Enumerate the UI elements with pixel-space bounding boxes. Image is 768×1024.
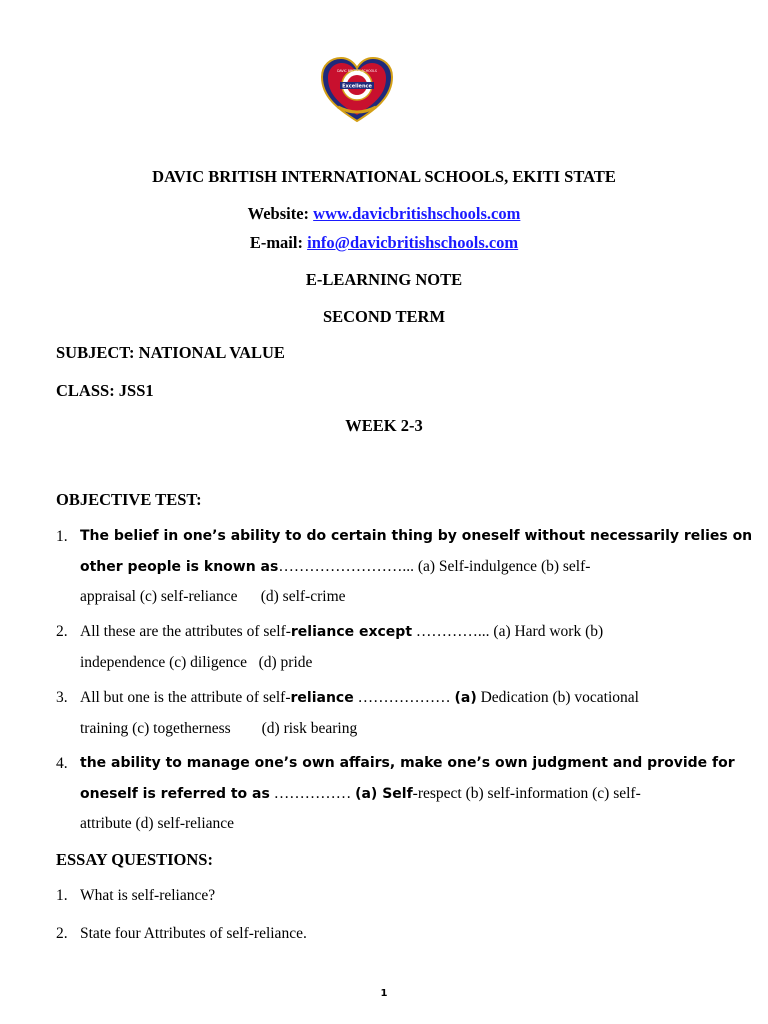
question-text-line: [80, 683, 712, 714]
option-a: …………... (a) Hard work: [412, 623, 582, 640]
school-name: DAVIC BRITISH INTERNATIONAL SCHOOLS, EKITI STATE: [152, 167, 616, 186]
objective-question-3: [56, 683, 712, 743]
option-a: Dedication (b) vocational: [476, 689, 639, 706]
term-title: SECOND TERM: [322, 307, 446, 326]
question-text-bold: reliance: [290, 690, 354, 706]
question-text-line: State four Attributes of self-reliance.: [80, 925, 307, 942]
question-options-line: independence (c) diligence (d) pride: [80, 653, 313, 671]
question-number: 4.: [56, 755, 68, 772]
email-link[interactable]: info@davicbritishschools.com: [307, 233, 519, 252]
option-b-label: (b): [540, 557, 560, 575]
logo-ring-text: DAVIC BRITISH SCHOOLS: [337, 69, 377, 73]
dots: ……………: [273, 784, 352, 802]
essay-heading: ESSAY QUESTIONS:: [56, 850, 213, 869]
subject-line: SUBJECT: NATIONAL VALUE: [56, 343, 285, 362]
question-text-line: [80, 779, 712, 810]
question-text-line: The belief in one’s ability to do certain thing by oneself without necessarily relies on: [80, 528, 753, 544]
option-a-label: (a): [454, 690, 477, 706]
objective-question-4: [56, 749, 735, 839]
email-label: E-mail:: [249, 233, 303, 252]
question-text-bold: other people is known as: [80, 558, 279, 575]
class-line: CLASS: JSS1: [56, 381, 154, 400]
objective-question-1: [56, 522, 753, 612]
essay-question-2: [56, 919, 712, 949]
essay-question-1: [56, 881, 712, 911]
question-number: 1.: [56, 887, 68, 904]
question-text-bold: reliance except: [290, 624, 413, 640]
question-number: 2.: [56, 925, 68, 942]
question-options-line: training (c) togetherness (d) risk bearing: [80, 719, 358, 737]
question-number: 2.: [56, 623, 68, 640]
website-label: Website:: [247, 204, 310, 223]
option-b-label: (b): [585, 623, 604, 640]
question-options-line: attribute (d) self-reliance: [80, 815, 235, 832]
question-text: All but one is the attribute of self-: [80, 689, 291, 706]
question-text: All these are the attributes of self-: [80, 623, 291, 640]
page-number: 1: [380, 988, 388, 999]
logo-motto: Excellence: [342, 83, 372, 90]
dots: ………………: [353, 689, 455, 706]
objective-heading: OBJECTIVE TEST:: [56, 490, 202, 509]
question-number: 1.: [56, 528, 68, 545]
option-a: ……………………... (a) Self-indulgence: [278, 557, 538, 575]
question-text-line: [80, 617, 712, 648]
question-text-bold: oneself is referred to as: [80, 785, 270, 802]
question-text-line: [80, 552, 712, 583]
objective-question-2: [56, 617, 712, 677]
website-line: [0, 204, 768, 224]
option-a-bold: (a) Self: [355, 785, 413, 802]
question-text-line: What is self-reliance?: [80, 887, 216, 904]
website-link[interactable]: www.davicbritishschools.com: [313, 204, 521, 223]
school-logo: [318, 55, 396, 123]
question-number: 3.: [56, 689, 68, 706]
email-line: [0, 233, 768, 253]
question-options-line: appraisal (c) self-reliance (d) self-crime: [80, 588, 346, 605]
option-b-start: self-: [562, 557, 591, 575]
options-text: -respect (b) self-information (c) self-: [412, 784, 641, 802]
week-line: WEEK 2-3: [345, 416, 423, 435]
question-text-line: the ability to manage one’s own affairs, make one’s own judgment and provide for: [80, 755, 735, 771]
note-title: E-LEARNING NOTE: [305, 270, 463, 289]
